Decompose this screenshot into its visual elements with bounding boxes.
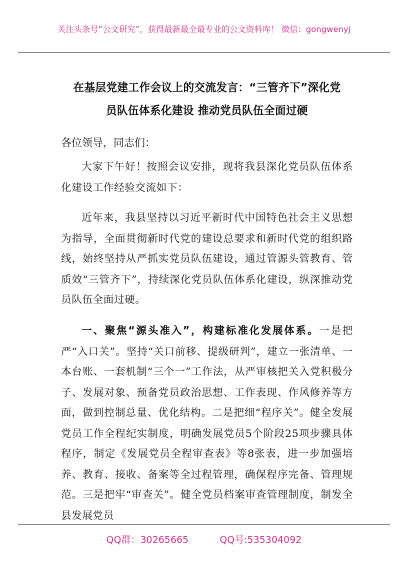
promo-banner: 关注头条号“公文研究”，获得最新最全最专业的公文资料库！ 微信：gongwenyj xyxy=(57,24,351,34)
title-line-2: 员队伍体系化建设 推动党员队伍全面过硬 xyxy=(106,104,308,117)
section-1-body: 一是把严“入口关”。坚持“关口前移、提级研判”，建立一张清单、一本台账、一套机制“三个一”工作法，从严审核把关入党积极分子、发展对象、预备党员政治思想、工作表现、作风修养等方面，做到控制总量、优化结构。二是把细“程序关”。健全发展党员工作全程纪实制度，明确发展党员5个阶段25项步骤具体程序，制定《发展党员全程审查表》等8张表，进一步加强培养、教育、接收、备案等全过程管理，确保程序完备、管理规范。三是把牢“审查关”。健全党员档案审查管理制度，制发全县发展党员 xyxy=(61,325,353,522)
intro-paragraph: 大家下午好！按照会议安排，现将我县深化党员队伍体系化建设工作经验交流如下： xyxy=(61,161,353,194)
section-1-paragraph xyxy=(61,321,353,526)
page-footer xyxy=(18,524,390,553)
qq-number: QQ号:535304092 xyxy=(219,535,302,546)
section-1-heading: 一、聚焦“源头准入”，构建标准化发展体系。 xyxy=(81,325,320,338)
greeting: 各位领导，同志们： xyxy=(61,137,156,149)
qq-group: QQ群：30265665 xyxy=(106,535,189,546)
page-header xyxy=(18,10,390,53)
background-paragraph: 近年来，我县坚持以习近平新时代中国特色社会主义思想为指导，全面贯彻新时代党的建设总要求和新时代党的组织路线，始终坚持从严抓实党员队伍建设，通过管源头管教育、管质效“三管齐下”，持续深化党员队伍体系化建设，纵深推动党员队伍全面过硬。 xyxy=(61,212,353,307)
title-line-1: 在基层党建工作会议上的交流发言：“三管齐下”深化党 xyxy=(73,81,341,94)
document-body xyxy=(61,58,353,536)
document-title xyxy=(61,76,353,122)
